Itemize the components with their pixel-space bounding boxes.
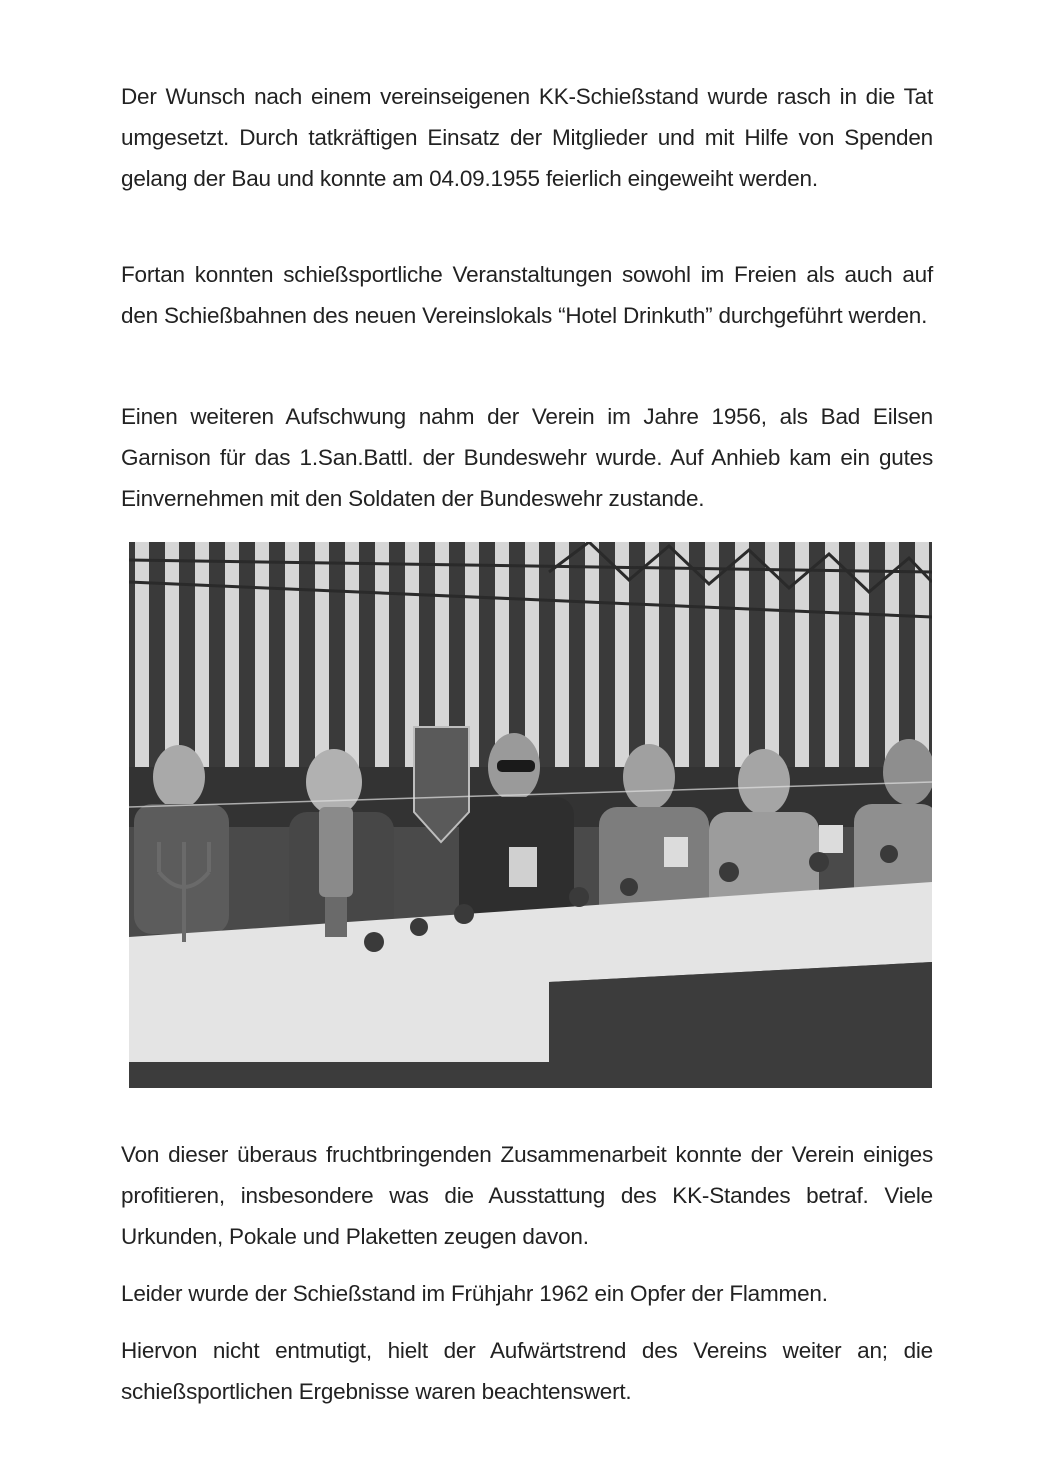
- paragraph-text: Der Wunsch nach einem vereinseigenen KK-Schießstand wurde rasch in die Tat umgesetzt. Durch tatkräftigen Einsatz der Mitglieder und mit Hilfe von Spenden gelang der Bau und konnte am 04.09.1955 feierlich eingeweiht werden.: [121, 84, 933, 191]
- paragraph-text: Hiervon nicht entmutigt, hielt der Aufwärtstrend des Vereins weiter an; die schießsportlichen Ergebnisse waren beachtenswert.: [121, 1338, 933, 1404]
- striped-canopy: [129, 542, 932, 767]
- paragraph-text: Fortan konnten schießsportliche Veranstaltungen sowohl im Freien als auch auf den Schießbahnen des neuen Vereinslokals “Hotel Drinkuth” durchgeführt werden.: [121, 262, 933, 328]
- paragraph-shooting-range-built: [121, 76, 933, 199]
- paragraph-text: Von dieser überaus fruchtbringenden Zusammenarbeit konnte der Verein einiges profitieren, insbesondere was die Ausstattung des KK-Standes betraf. Viele Urkunden, Pokale und Plaketten zeugen davon.: [121, 1142, 933, 1249]
- paragraph-text: Leider wurde der Schießstand im Frühjahr 1962 ein Opfer der Flammen.: [121, 1281, 828, 1306]
- historical-photo-banquet-table: [129, 542, 932, 1088]
- cup: [819, 825, 843, 853]
- paragraph-events: [121, 254, 933, 336]
- paragraph-upward-trend: [121, 1330, 933, 1412]
- paragraph-fire: [121, 1273, 933, 1314]
- photo-illustration: [129, 542, 932, 1088]
- cup: [509, 847, 537, 887]
- paragraph-garrison: [121, 396, 933, 519]
- cup: [664, 837, 688, 867]
- paragraph-cooperation: [121, 1134, 933, 1257]
- paragraph-text: Einen weiteren Aufschwung nahm der Verein im Jahre 1956, als Bad Eilsen Garnison für das 1.San.Battl. der Bundeswehr wurde. Auf Anhieb kam ein gutes Einvernehmen mit den Soldaten der Bundeswehr zustande.: [121, 404, 933, 511]
